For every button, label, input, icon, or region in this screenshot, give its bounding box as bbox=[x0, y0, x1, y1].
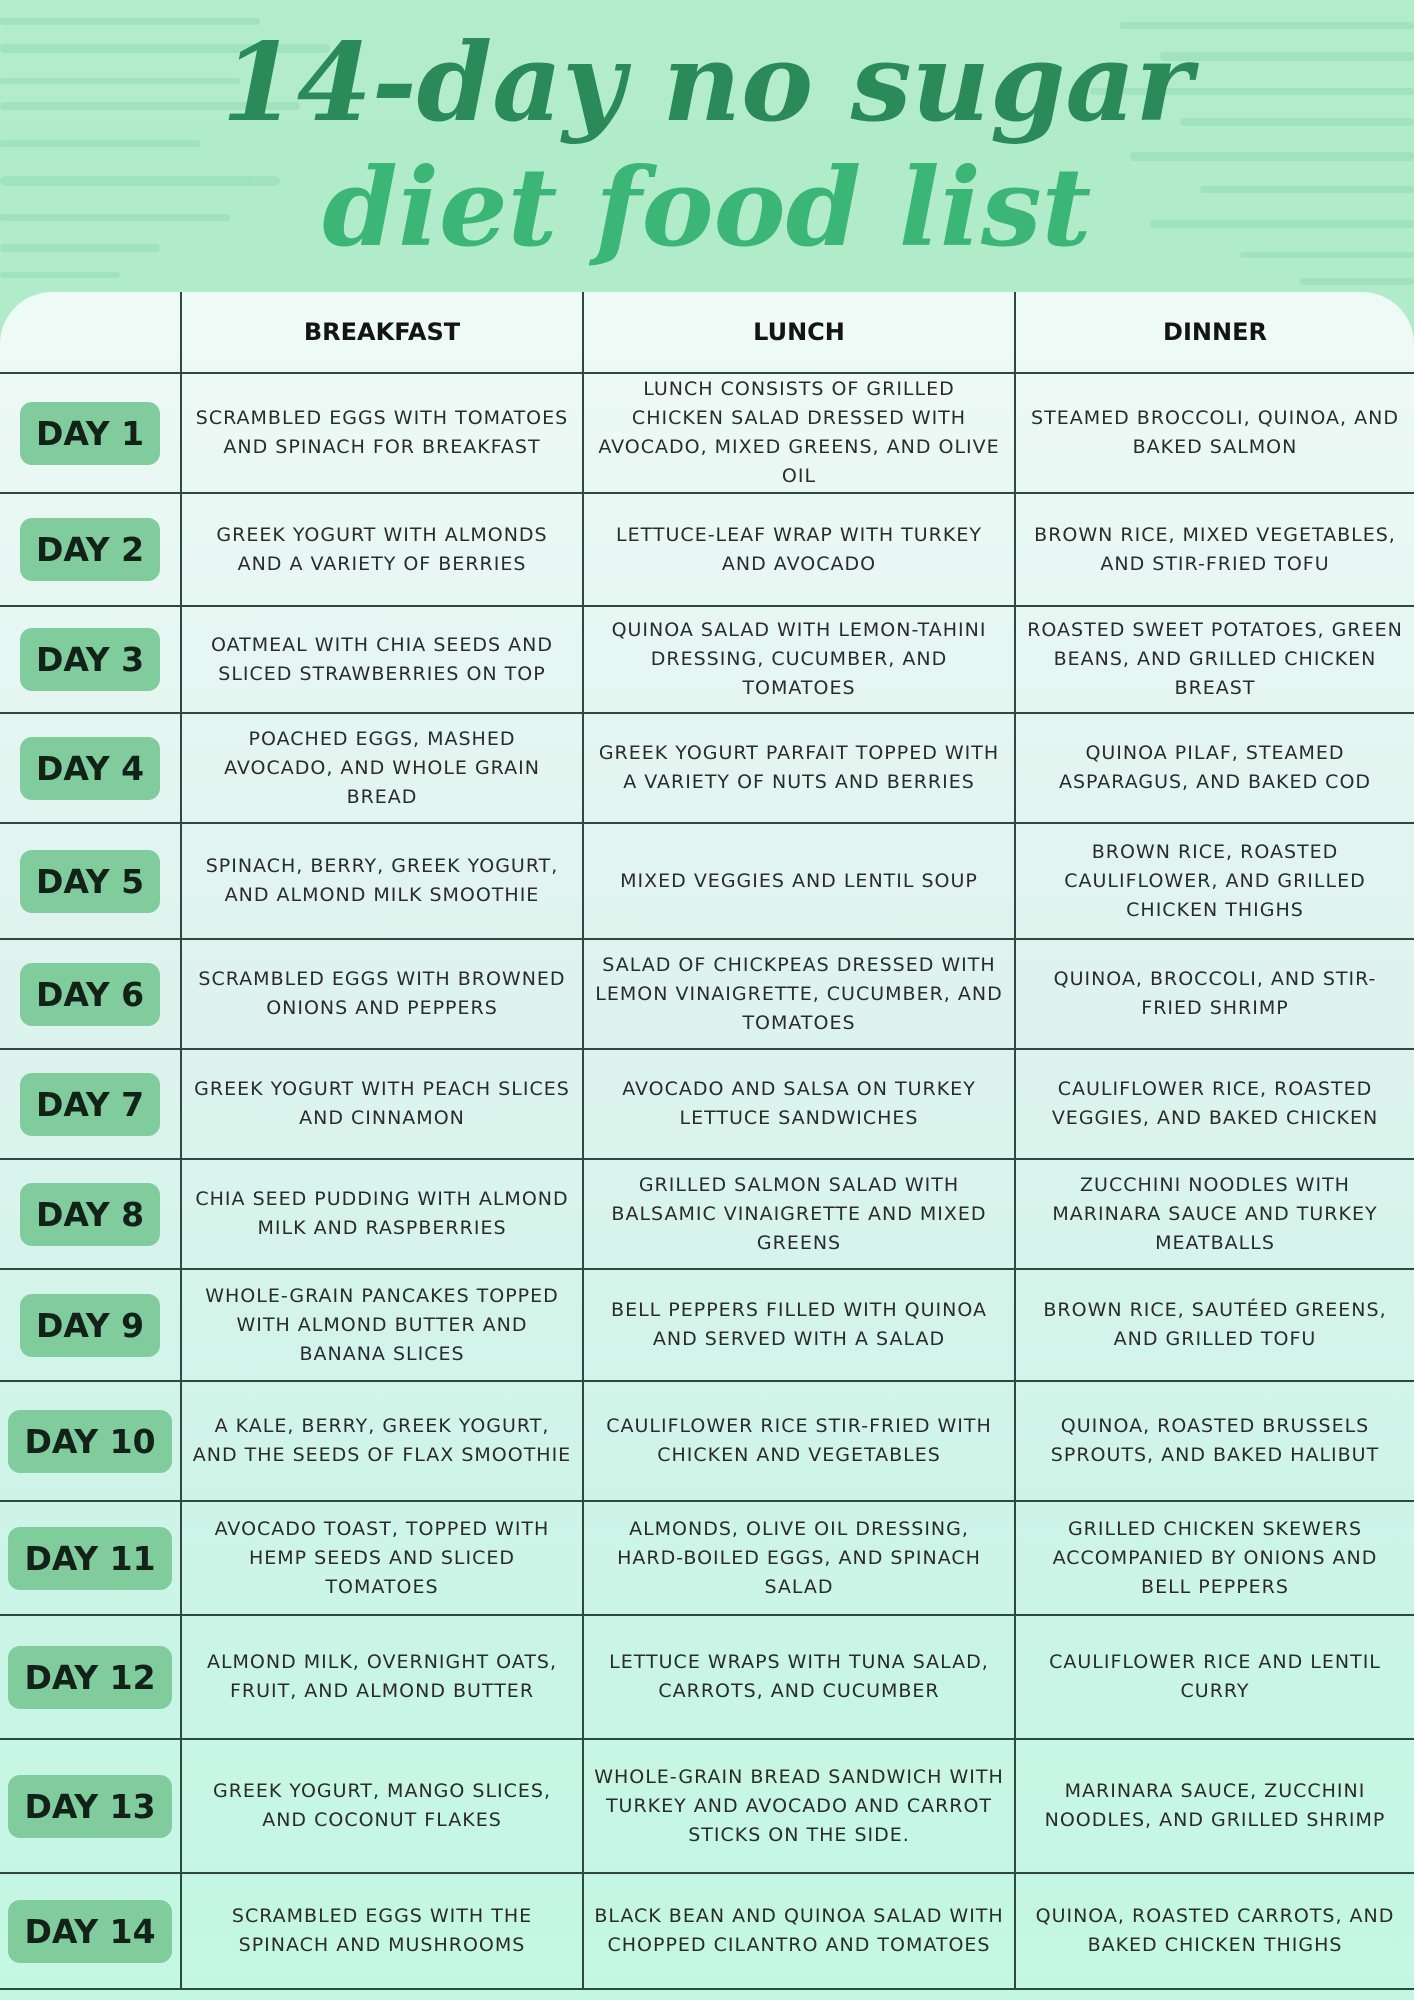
lunch-cell: ALMONDS, OLIVE OIL DRESSING, HARD-BOILED EGGS, AND SPINACH SALAD bbox=[583, 1501, 1015, 1615]
lunch-cell: LETTUCE WRAPS WITH TUNA SALAD, CARROTS, AND CUCUMBER bbox=[583, 1615, 1015, 1739]
breakfast-cell: GREEK YOGURT WITH PEACH SLICES AND CINNAMON bbox=[181, 1049, 583, 1159]
lunch-cell: MIXED VEGGIES AND LENTIL SOUP bbox=[583, 823, 1015, 939]
lunch-column-header: LUNCH bbox=[583, 292, 1015, 373]
breakfast-cell: OATMEAL WITH CHIA SEEDS AND SLICED STRAWBERRIES ON TOP bbox=[181, 606, 583, 713]
dinner-cell: BROWN RICE, MIXED VEGETABLES, AND STIR-FRIED TOFU bbox=[1015, 493, 1414, 606]
table-row bbox=[0, 1873, 1414, 1989]
dinner-cell: QUINOA, ROASTED CARROTS, AND BAKED CHICKEN THIGHS bbox=[1015, 1873, 1414, 1989]
lunch-cell: GREEK YOGURT PARFAIT TOPPED WITH A VARIETY OF NUTS AND BERRIES bbox=[583, 713, 1015, 823]
lunch-cell: QUINOA SALAD WITH LEMON-TAHINI DRESSING, CUCUMBER, AND TOMATOES bbox=[583, 606, 1015, 713]
lunch-cell: SALAD OF CHICKPEAS DRESSED WITH LEMON VINAIGRETTE, CUCUMBER, AND TOMATOES bbox=[583, 939, 1015, 1049]
lunch-cell: GRILLED SALMON SALAD WITH BALSAMIC VINAIGRETTE AND MIXED GREENS bbox=[583, 1159, 1015, 1269]
day-badge: DAY 1 bbox=[20, 402, 160, 465]
dinner-cell: BROWN RICE, ROASTED CAULIFLOWER, AND GRILLED CHICKEN THIGHS bbox=[1015, 823, 1414, 939]
dinner-cell: QUINOA, ROASTED BRUSSELS SPROUTS, AND BAKED HALIBUT bbox=[1015, 1381, 1414, 1501]
dinner-cell: ZUCCHINI NOODLES WITH MARINARA SAUCE AND TURKEY MEATBALLS bbox=[1015, 1159, 1414, 1269]
table-row bbox=[0, 1159, 1414, 1269]
dinner-cell: CAULIFLOWER RICE AND LENTIL CURRY bbox=[1015, 1615, 1414, 1739]
table-row bbox=[0, 606, 1414, 713]
breakfast-cell: SCRAMBLED EGGS WITH TOMATOES AND SPINACH FOR BREAKFAST bbox=[181, 373, 583, 493]
table-row bbox=[0, 939, 1414, 1049]
table-row bbox=[0, 713, 1414, 823]
day-badge: DAY 12 bbox=[8, 1646, 171, 1709]
day-badge: DAY 7 bbox=[20, 1073, 160, 1136]
breakfast-cell: POACHED EGGS, MASHED AVOCADO, AND WHOLE GRAIN BREAD bbox=[181, 713, 583, 823]
lunch-cell: LETTUCE-LEAF WRAP WITH TURKEY AND AVOCADO bbox=[583, 493, 1015, 606]
breakfast-cell: ALMOND MILK, OVERNIGHT OATS, FRUIT, AND ALMOND BUTTER bbox=[181, 1615, 583, 1739]
dinner-cell: GRILLED CHICKEN SKEWERS ACCOMPANIED BY ONIONS AND BELL PEPPERS bbox=[1015, 1501, 1414, 1615]
lunch-cell: CAULIFLOWER RICE STIR-FRIED WITH CHICKEN AND VEGETABLES bbox=[583, 1381, 1015, 1501]
breakfast-cell: SCRAMBLED EGGS WITH BROWNED ONIONS AND PEPPERS bbox=[181, 939, 583, 1049]
day-badge: DAY 13 bbox=[8, 1775, 171, 1838]
lunch-cell: LUNCH CONSISTS OF GRILLED CHICKEN SALAD DRESSED WITH AVOCADO, MIXED GREENS, AND OLIVE OIL bbox=[583, 373, 1015, 493]
page-title bbox=[0, 22, 1414, 272]
day-badge: DAY 5 bbox=[20, 850, 160, 913]
table-row bbox=[0, 493, 1414, 606]
breakfast-cell: WHOLE-GRAIN PANCAKES TOPPED WITH ALMOND BUTTER AND BANANA SLICES bbox=[181, 1269, 583, 1381]
meal-plan-card bbox=[0, 292, 1414, 2000]
dinner-column-header: DINNER bbox=[1015, 292, 1414, 373]
dinner-cell: ROASTED SWEET POTATOES, GREEN BEANS, AND GRILLED CHICKEN BREAST bbox=[1015, 606, 1414, 713]
table-row bbox=[0, 373, 1414, 493]
breakfast-cell: SCRAMBLED EGGS WITH THE SPINACH AND MUSHROOMS bbox=[181, 1873, 583, 1989]
table-row bbox=[0, 1501, 1414, 1615]
day-badge: DAY 8 bbox=[20, 1183, 160, 1246]
table-row bbox=[0, 823, 1414, 939]
breakfast-cell: A KALE, BERRY, GREEK YOGURT, AND THE SEEDS OF FLAX SMOOTHIE bbox=[181, 1381, 583, 1501]
day-badge: DAY 11 bbox=[8, 1527, 171, 1590]
lunch-cell: WHOLE-GRAIN BREAD SANDWICH WITH TURKEY AND AVOCADO AND CARROT STICKS ON THE SIDE. bbox=[583, 1739, 1015, 1873]
table-row bbox=[0, 1615, 1414, 1739]
day-badge: DAY 2 bbox=[20, 518, 160, 581]
breakfast-cell: SPINACH, BERRY, GREEK YOGURT, AND ALMOND MILK SMOOTHIE bbox=[181, 823, 583, 939]
lunch-cell: BELL PEPPERS FILLED WITH QUINOA AND SERVED WITH A SALAD bbox=[583, 1269, 1015, 1381]
lunch-cell: AVOCADO AND SALSA ON TURKEY LETTUCE SANDWICHES bbox=[583, 1049, 1015, 1159]
dinner-cell: BROWN RICE, SAUTÉED GREENS, AND GRILLED TOFU bbox=[1015, 1269, 1414, 1381]
breakfast-cell: CHIA SEED PUDDING WITH ALMOND MILK AND RASPBERRIES bbox=[181, 1159, 583, 1269]
day-badge: DAY 14 bbox=[8, 1900, 171, 1963]
title-line-1: 14-day no sugar bbox=[221, 20, 1193, 146]
table-row bbox=[0, 1381, 1414, 1501]
day-badge: DAY 10 bbox=[8, 1410, 171, 1473]
day-badge: DAY 4 bbox=[20, 737, 160, 800]
dinner-cell: MARINARA SAUCE, ZUCCHINI NOODLES, AND GRILLED SHRIMP bbox=[1015, 1739, 1414, 1873]
breakfast-cell: GREEK YOGURT WITH ALMONDS AND A VARIETY OF BERRIES bbox=[181, 493, 583, 606]
table-row bbox=[0, 1049, 1414, 1159]
dinner-cell: QUINOA PILAF, STEAMED ASPARAGUS, AND BAKED COD bbox=[1015, 713, 1414, 823]
day-badge: DAY 9 bbox=[20, 1294, 160, 1357]
breakfast-cell: AVOCADO TOAST, TOPPED WITH HEMP SEEDS AND SLICED TOMATOES bbox=[181, 1501, 583, 1615]
table-row bbox=[0, 1739, 1414, 1873]
day-column-header bbox=[0, 292, 181, 373]
dinner-cell: QUINOA, BROCCOLI, AND STIR-FRIED SHRIMP bbox=[1015, 939, 1414, 1049]
day-badge: DAY 6 bbox=[20, 963, 160, 1026]
meal-plan-table bbox=[0, 292, 1414, 1990]
breakfast-cell: GREEK YOGURT, MANGO SLICES, AND COCONUT FLAKES bbox=[181, 1739, 583, 1873]
day-badge: DAY 3 bbox=[20, 628, 160, 691]
breakfast-column-header: BREAKFAST bbox=[181, 292, 583, 373]
table-row bbox=[0, 1269, 1414, 1381]
header-row bbox=[0, 292, 1414, 373]
lunch-cell: BLACK BEAN AND QUINOA SALAD WITH CHOPPED CILANTRO AND TOMATOES bbox=[583, 1873, 1015, 1989]
dinner-cell: CAULIFLOWER RICE, ROASTED VEGGIES, AND BAKED CHICKEN bbox=[1015, 1049, 1414, 1159]
title-line-2: diet food list bbox=[322, 145, 1092, 271]
dinner-cell: STEAMED BROCCOLI, QUINOA, AND BAKED SALMON bbox=[1015, 373, 1414, 493]
